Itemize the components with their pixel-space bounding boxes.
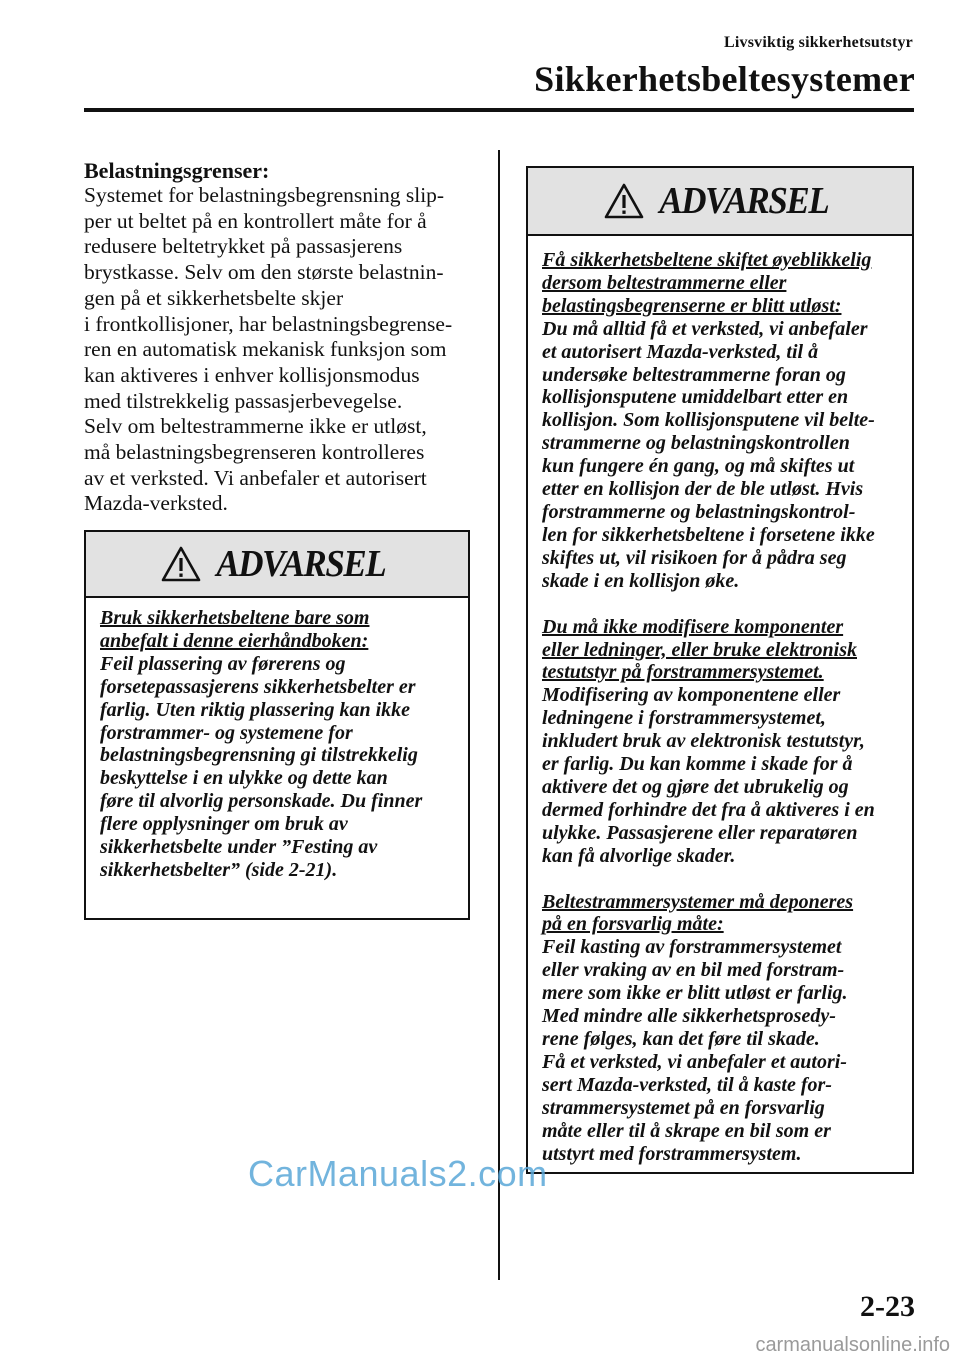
warning-triangle-icon <box>604 183 644 219</box>
warning-triangle-icon <box>161 546 201 582</box>
page-title: Sikkerhetsbeltesystemer <box>534 59 915 99</box>
warning-item-text: Du må alltid få et verksted, vi anbefaler et autorisert Mazda-verksted, til å undersøke beltestrammerne foran og kollisjonsputene umiddelbart etter en kollisjon. Som kollisjonsputene vil belte- strammerne og belastningskontrollen kun fungere én gang, og må skiftes ut etter en kollisjon der de ble utløst. Hvis forstrammerne og belastningskontrol- len for sikkerhetsbeltene i forsetene ikke skiftes ut, vil risikoen for å pådra seg skade i en kollisjon øke. <box>542 317 875 592</box>
left-column <box>84 158 474 517</box>
page-number: 2-23 <box>860 1290 915 1323</box>
footer-site-mark: carmanualsonline.info <box>755 1334 950 1356</box>
warning-header <box>86 532 468 598</box>
warning-label: ADVARSEL <box>216 543 386 585</box>
header-rule <box>84 108 914 112</box>
warning-label: ADVARSEL <box>659 180 829 222</box>
watermark-logo: CarManuals2.com <box>248 1153 548 1194</box>
warning-header <box>528 168 912 236</box>
warning-title: Bruk sikkerhetsbeltene bare som anbefalt i denne eierhåndboken: <box>100 607 370 652</box>
warning-item-title: Du må ikke modifisere komponenter eller ledninger, eller bruke elektronisk testutstyr på forstrammersystemet. <box>542 615 857 684</box>
warning-item-title: Få sikkerhetsbeltene skiftet øyeblikkelig dersom beltestrammerne eller belastingsbegrenserne er blitt utløst: <box>542 249 872 317</box>
column-divider <box>498 150 500 1280</box>
warning-box-pretensioner <box>526 166 914 1174</box>
section-title: Livsviktig sikkerhetsutstyr <box>724 34 913 51</box>
warning-item-title: Beltestrammersystemer må deponeres på en forsvarlig måte: <box>542 890 854 936</box>
warning-box-usage <box>84 530 470 920</box>
warning-content <box>528 236 912 1165</box>
load-limiter-heading: Belastningsgrenser: <box>84 158 270 183</box>
load-limiter-text: Systemet for belastningsbegrensning slip- per ut beltet på en kontrollert måte for å redusere beltetrykket på passasjerens brystkasse. Selv om den største belastnin- gen på et sikkerhetsbelte skjer i frontkollisjoner, har belastningsbegrense- ren en automatisk mekanisk funksjon som kan aktiveres i enhver kollisjonsmodus med tilstrekkelig passasjerbevegelse. Selv om beltestrammerne ikke er utløst, må belastningsbegrenseren kontrolleres av et verksted. Vi anbefaler et autorisert Mazda-verksted. <box>84 183 453 516</box>
warning-text: Feil plassering av førerens og forsetepassasjerens sikkerhetsbelter er farlig. Uten riktig plassering kan ikke forstrammer- og systemene for belastningsbegrensning gi tilstrekkelig beskyttelse i en ulykke og dette kan føre til alvorlig personskade. Du finner flere opplysninger om bruk av sikkerhetsbelte under ”Festing av sikkerhetsbelter” (side 2-21). <box>100 652 423 881</box>
warning-item-text: Modifisering av komponentene eller ledningene i forstrammersystemet, inkludert bruk av elektronisk testutstyr, er farlig. Du kan komme i skade for å aktivere det og gjøre det ubrukelig og dermed forhindre det fra å aktiveres i en ulykke. Passasjerene eller reparatøren kan få alvorlige skader. <box>542 684 875 867</box>
warning-item-text: Feil kasting av forstrammersystemet eller vraking av en bil med forstram- mere som ikke er blitt utløst er farlig. Med mindre alle sikkerhetsprosedy- rene følges, kan det føre til skade. Få et verksted, vi anbefaler et autori- sert Mazda-verksted, til å kaste for- strammersystemet på en forsvarlig måte eller til å skrape en bil som er utstyrt med forstrammersystem. <box>542 936 848 1165</box>
warning-content <box>86 598 468 882</box>
